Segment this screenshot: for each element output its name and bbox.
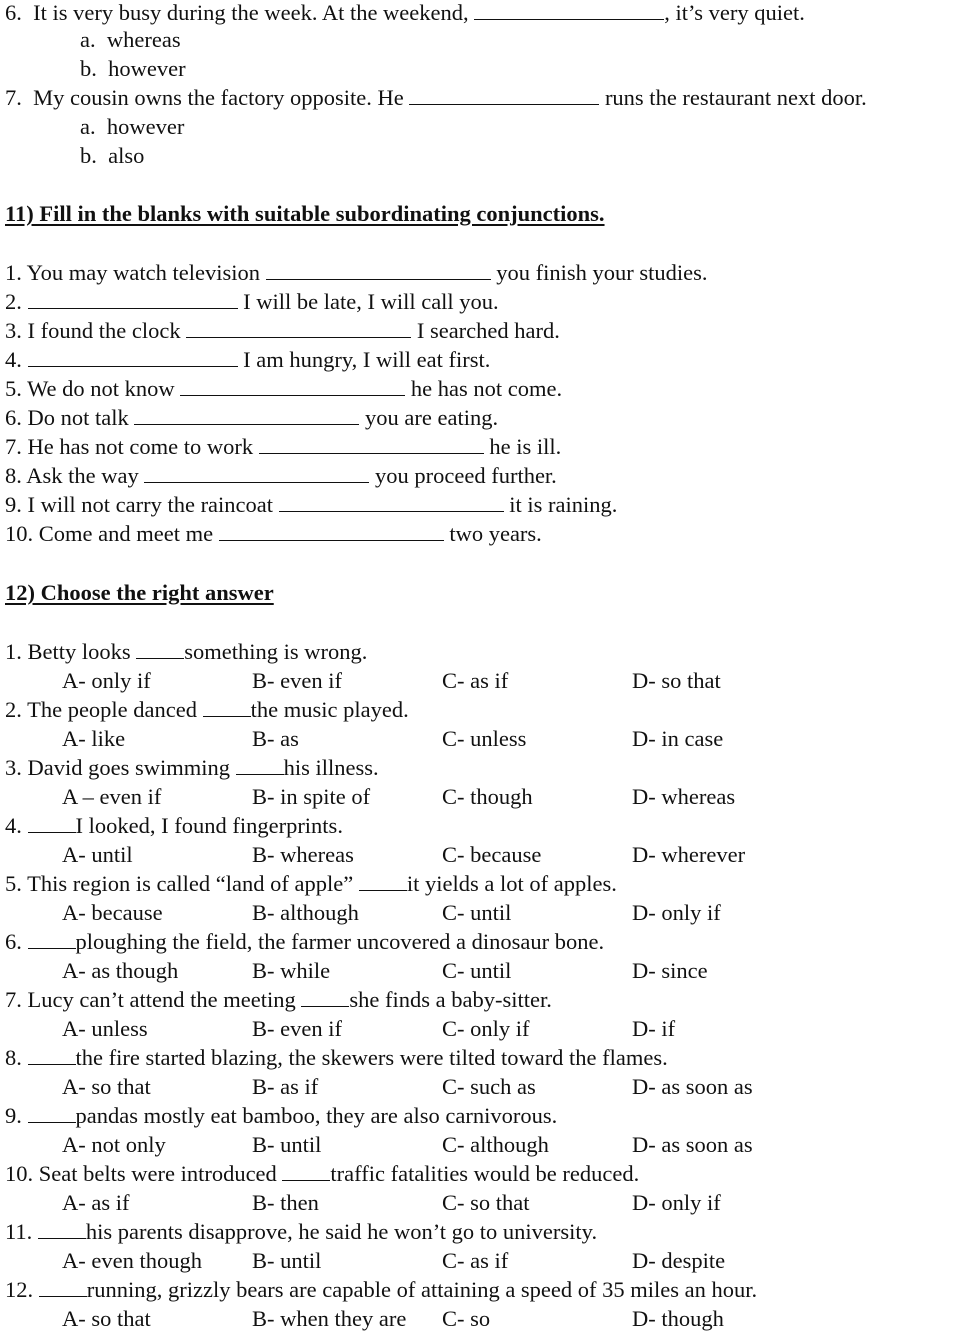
s12-question-4 [5,813,343,839]
q-text-post: ploughing the field, the farmer uncovered a dinosaur bone. [75,929,605,954]
q-text-pre: I found the clock [27,318,181,343]
answer-blank[interactable] [28,813,76,833]
s12-q9-option-d[interactable]: D- as soon as [632,1132,753,1157]
s12-question-7 [5,987,552,1013]
q-text-post: something is wrong. [184,639,368,664]
q-num: 2. [5,289,22,314]
s11-item-10 [5,521,542,547]
option-letter: a. [80,114,96,139]
answer-blank[interactable] [28,1103,76,1123]
s12-q5-option-d[interactable]: D- only if [632,900,721,925]
section-11-title: 11) Fill in the blanks with suitable subordinating conjunctions. [5,201,605,226]
q-num: 7. [5,434,22,459]
s12-q4-option-d[interactable]: D- wherever [632,842,746,867]
q-text-post: the fire started blazing, the skewers were tilted toward the flames. [75,1045,668,1070]
s12-q5-option-b[interactable]: B- although [252,900,359,925]
answer-blank[interactable] [279,492,504,512]
q-num: 9. [5,1103,22,1128]
s12-q3-option-a[interactable]: A – even if [62,784,162,809]
option-text: whereas [106,27,181,52]
q-num: 4. [5,347,22,372]
q-text-post: he has not come. [410,376,563,401]
q-num: 6. [5,929,22,954]
q-num: 8. [5,463,22,488]
q-text-post: traffic fatalities would be reduced. [330,1161,640,1186]
q-text-post: it yields a lot of apples. [406,871,617,896]
q-text-post: I looked, I found fingerprints. [75,813,343,838]
q-text-post: his illness. [283,755,379,780]
q-text-post: I will be late, I will call you. [243,289,499,314]
s12-question-1 [5,639,367,665]
s11-item-1 [5,260,708,286]
s11-item-8 [5,463,557,489]
answer-blank[interactable] [28,1045,76,1065]
s12-question-5 [5,871,617,897]
answer-blank[interactable] [282,1161,330,1181]
s12-question-6 [5,929,604,955]
answer-blank[interactable] [359,871,407,891]
s12-q2-option-a[interactable]: A- like [62,726,126,751]
q-text-post: running, grizzly bears are capable of attaining a speed of 35 miles an hour. [86,1277,758,1302]
prev-q6-option-a[interactable] [80,27,181,53]
s12-question-11 [5,1219,597,1245]
s12-q2-option-d[interactable]: D- in case [632,726,724,751]
q-num: 7. [5,85,22,110]
q-text-pre: We do not know [27,376,175,401]
s12-q4-option-c[interactable]: C- because [442,842,542,867]
section-12-title: 12) Choose the right answer [5,580,274,605]
s12-q6-option-d[interactable]: D- since [632,958,708,983]
s12-q2-option-b[interactable]: B- as [252,726,299,751]
answer-blank[interactable] [186,318,411,338]
q-text-post: you are eating. [365,405,499,430]
q-text-post: his parents disapprove, he said he won’t go to university. [85,1219,598,1244]
s12-q7-option-b[interactable]: B- even if [252,1016,342,1041]
q-num: 11. [5,1219,33,1244]
s12-q3-option-d[interactable]: D- whereas [632,784,736,809]
answer-blank[interactable] [409,85,599,105]
s12-q7-option-c[interactable]: C- only if [442,1016,530,1041]
answer-blank[interactable] [28,929,76,949]
q-text-pre: Seat belts were introduced [38,1161,277,1186]
s12-q10-option-b[interactable]: B- then [252,1190,319,1215]
option-letter: a. [80,27,96,52]
q-num: 8. [5,1045,22,1070]
prev-q7-option-a[interactable] [80,114,184,140]
s12-q12-option-b[interactable]: B- when they are [252,1306,407,1331]
q-text-post: I am hungry, I will eat first. [243,347,491,372]
q-num: 9. [5,492,22,517]
s12-q4-option-a[interactable]: A- until [62,842,133,867]
s12-q11-option-b[interactable]: B- until [252,1248,322,1273]
s12-q7-option-a[interactable]: A- unless [62,1016,148,1041]
q-text-post: runs the restaurant next door. [604,85,867,110]
q-num: 2. [5,697,22,722]
q-text-pre: You may watch television [26,260,260,285]
answer-blank[interactable] [28,289,238,309]
option-text: however [106,114,185,139]
option-text: however [108,56,186,81]
q-num: 1. [5,260,22,285]
option-text: also [108,143,145,168]
s12-q6-option-b[interactable]: B- while [252,958,331,983]
s12-q10-option-d[interactable]: D- only if [632,1190,721,1215]
s12-q8-option-c[interactable]: C- such as [442,1074,536,1099]
s11-item-7 [5,434,561,460]
s12-q12-option-c[interactable]: C- so [442,1306,491,1331]
prev-q6-option-b[interactable] [80,56,186,82]
s12-q8-option-a[interactable]: A- so that [62,1074,151,1099]
answer-blank[interactable] [136,639,184,659]
s12-q6-option-c[interactable]: C- until [442,958,512,983]
answer-blank[interactable] [28,347,238,367]
s12-q8-option-d[interactable]: D- as soon as [632,1074,753,1099]
s12-question-8 [5,1045,668,1071]
s11-item-9 [5,492,617,518]
q-num: 6. [5,0,22,25]
prev-q6 [5,0,805,26]
q-text-pre: Ask the way [26,463,139,488]
q-text-post: the music played. [250,697,409,722]
q-text-post: , it’s very quiet. [664,0,805,25]
q-num: 6. [5,405,22,430]
q-num: 10. [5,1161,34,1186]
s12-q3-option-c[interactable]: C- though [442,784,533,809]
q-num: 4. [5,813,22,838]
q-num: 3. [5,318,22,343]
s11-item-2 [5,289,499,315]
answer-blank[interactable] [144,463,369,483]
s12-q7-option-d[interactable]: D- if [632,1016,676,1041]
s12-question-12 [5,1277,757,1303]
s11-item-6 [5,405,498,431]
q-text-post: I searched hard. [416,318,560,343]
s12-question-9 [5,1103,557,1129]
s12-q11-option-c[interactable]: C- as if [442,1248,509,1273]
answer-blank[interactable] [474,0,664,20]
s11-item-3 [5,318,560,344]
q-num: 7. [5,987,22,1012]
answer-blank[interactable] [134,405,359,425]
q-text-pre: The people danced [27,697,198,722]
q-text-pre: This region is called “land of apple” [27,871,354,896]
q-num: 5. [5,376,22,401]
s12-q11-option-a[interactable]: A- even though [62,1248,202,1273]
s12-q8-option-b[interactable]: B- as if [252,1074,319,1099]
q-text-pre: Come and meet me [38,521,214,546]
s12-q9-option-c[interactable]: C- although [442,1132,549,1157]
s12-q12-option-d[interactable]: D- though [632,1306,724,1331]
s12-q5-option-a[interactable]: A- because [62,900,163,925]
option-letter: b. [80,143,97,168]
s12-q9-option-a[interactable]: A- not only [62,1132,166,1157]
q-text-pre: David goes swimming [27,755,230,780]
answer-blank[interactable] [219,521,444,541]
answer-blank[interactable] [38,1219,86,1239]
s11-item-4 [5,347,490,373]
q-text-pre: Lucy can’t attend the meeting [27,987,296,1012]
answer-blank[interactable] [266,260,491,280]
s12-q4-option-b[interactable]: B- whereas [252,842,354,867]
option-letter: b. [80,56,97,81]
answer-blank[interactable] [236,755,284,775]
s12-q3-option-b[interactable]: B- in spite of [252,784,371,809]
s12-q10-option-a[interactable]: A- as if [62,1190,130,1215]
q-num: 1. [5,639,22,664]
s12-q6-option-a[interactable]: A- as though [62,958,179,983]
s12-q1-option-c[interactable]: C- as if [442,668,509,693]
q-num: 5. [5,871,22,896]
answer-blank[interactable] [39,1277,87,1297]
q-text-post: she finds a baby-sitter. [349,987,552,1012]
q-text-post: two years. [449,521,542,546]
s12-q1-option-b[interactable]: B- even if [252,668,342,693]
s12-question-3 [5,755,379,781]
q-num: 3. [5,755,22,780]
q-text-pre: My cousin owns the factory opposite. He [33,85,404,110]
answer-blank[interactable] [203,697,251,717]
q-text-pre: It is very busy during the week. At the weekend, [33,0,469,25]
s12-q10-option-c[interactable]: C- so that [442,1190,530,1215]
s12-q1-option-a[interactable]: A- only if [62,668,151,693]
s12-q2-option-c[interactable]: C- unless [442,726,527,751]
q-text-post: you proceed further. [375,463,557,488]
s12-q9-option-b[interactable]: B- until [252,1132,322,1157]
s12-q1-option-d[interactable]: D- so that [632,668,721,693]
q-text-pre: Betty looks [27,639,131,664]
s12-question-10 [5,1161,639,1187]
s12-question-2 [5,697,409,723]
s11-item-5 [5,376,562,402]
q-num: 12. [5,1277,34,1302]
s12-q12-option-a[interactable]: A- so that [62,1306,151,1331]
prev-q7-option-b[interactable] [80,143,144,169]
q-num: 10. [5,521,34,546]
answer-blank[interactable] [259,434,484,454]
s12-q11-option-d[interactable]: D- despite [632,1248,726,1273]
prev-q7 [5,85,867,111]
answer-blank[interactable] [301,987,349,1007]
q-text-post: he is ill. [489,434,562,459]
answer-blank[interactable] [180,376,405,396]
q-text-pre: He has not come to work [27,434,254,459]
q-text-post: pandas mostly eat bamboo, they are also carnivorous. [75,1103,558,1128]
q-text-post: you finish your studies. [496,260,708,285]
s12-q5-option-c[interactable]: C- until [442,900,512,925]
q-text-pre: I will not carry the raincoat [27,492,274,517]
q-text-post: it is raining. [509,492,618,517]
q-text-pre: Do not talk [27,405,129,430]
